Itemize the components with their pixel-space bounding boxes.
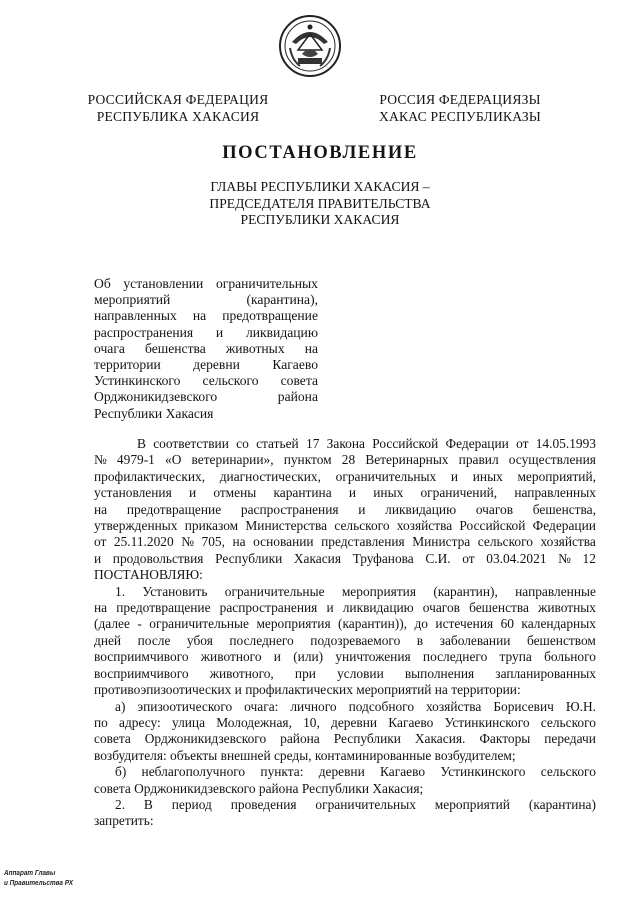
document-body	[94, 436, 596, 830]
body-line: дней после убоя последнего подозреваемого в заболевании бешенством	[94, 632, 596, 648]
body-line: а) эпизоотического очага: личного подсобного хозяйства Борисевич Ю.Н.	[115, 698, 596, 714]
subject-line: Устинкинского сельского совета	[94, 373, 318, 389]
body-line: от 25.11.2020 № 705, на основании представления Министра сельского хозяйства	[94, 534, 596, 550]
subject-line: направленных на предотвращение	[94, 308, 318, 324]
body-line: на предотвращение распространения и ликвидацию очагов бешенства животных	[94, 600, 596, 616]
authority-line: ПРЕДСЕДАТЕЛЯ ПРАВИТЕЛЬСТВА	[209, 195, 431, 211]
document-subject	[94, 276, 318, 422]
subject-line: очага бешенства животных на	[94, 340, 318, 356]
body-line: ПОСТАНОВЛЯЮ:	[94, 567, 203, 583]
subject-line: Об установлении ограничительных	[94, 276, 318, 291]
subject-line: Республики Хакасия	[94, 405, 214, 421]
subject-line: Орджоникидзевского района	[94, 389, 318, 405]
body-line: совета Орджоникидзевского района Республики Хакасия. Факторы передачи	[94, 731, 596, 747]
header-left-line: РОССИЙСКАЯ ФЕДЕРАЦИЯ	[87, 92, 269, 107]
body-line: по адресу: улица Молодежная, 10, деревни Кагаево Устинкинского сельского	[94, 714, 596, 730]
body-line: противоэпизоотических и профилактических мероприятий на территории:	[94, 682, 521, 698]
body-line: установления и отмены карантина и иных ограничений, направленных	[94, 485, 596, 501]
body-line: восприимчивого животного и (или) уничтожения последнего трупа больного	[94, 649, 596, 665]
subject-line: мероприятий (карантина),	[94, 292, 318, 308]
header-right-line: РОССИЯ ФЕДЕРАЦИЯЗЫ	[379, 92, 541, 107]
body-line: на предотвращение распространения и ликвидацию очагов бешенства,	[94, 501, 596, 517]
subject-line: территории деревни Кагаево	[94, 357, 318, 373]
body-line: утвержденных приказом Министерства сельского хозяйства Российской Федерации	[94, 518, 596, 534]
body-line: б) неблагополучного пункта: деревни Кагаево Устинкинского сельского	[115, 764, 596, 780]
stamp-line: Аппарат Главы	[4, 868, 56, 877]
coat-of-arms-khakassia-icon	[278, 14, 342, 78]
office-stamp	[4, 868, 73, 887]
body-line: 2. В период проведения ограничительных мероприятий (карантина)	[115, 796, 596, 812]
body-line: и продовольствия Республики Хакасия Труфанова С.И. от 03.04.2021 № 12	[94, 550, 596, 566]
body-line: запретить:	[94, 813, 154, 829]
authority-line: РЕСПУБЛИКИ ХАКАСИЯ	[240, 212, 400, 227]
body-line: № 4979-1 «О ветеринарии», пунктом 28 Ветеринарных правил осуществления	[94, 452, 596, 468]
body-line: возбудителя: объекты внешней среды, контаминированные возбудителем;	[94, 747, 516, 763]
header-left-line: РЕСПУБЛИКА ХАКАСИЯ	[96, 109, 260, 124]
body-line: 1. Установить ограничительные мероприятия (карантин), направленные	[115, 583, 596, 599]
body-line: совета Орджоникидзевского района Республики Хакасия;	[94, 780, 424, 796]
body-line: восприимчивого животного, при условии выполнения запланированных	[94, 665, 596, 681]
authority-line: ГЛАВЫ РЕСПУБЛИКИ ХАКАСИЯ –	[210, 179, 430, 194]
document-type-title: ПОСТАНОВЛЕНИЕ	[222, 143, 418, 163]
subject-line: распространения и ликвидацию	[94, 324, 318, 340]
body-line: (далее - ограничительные мероприятия (карантин)), до истечения 60 календарных	[94, 616, 596, 632]
body-line: профилактических, диагностических, ограничительных и иных мероприятий,	[94, 468, 596, 484]
header-left	[82, 91, 274, 125]
header-right-line: ХАКАС РЕСПУБЛИКАЗЫ	[379, 109, 541, 124]
header-right	[370, 91, 550, 125]
body-line: В соответствии со статьей 17 Закона Российской Федерации от 14.05.1993	[137, 436, 596, 451]
issuing-authority	[0, 179, 640, 229]
stamp-line: и Правительства РХ	[4, 877, 73, 887]
